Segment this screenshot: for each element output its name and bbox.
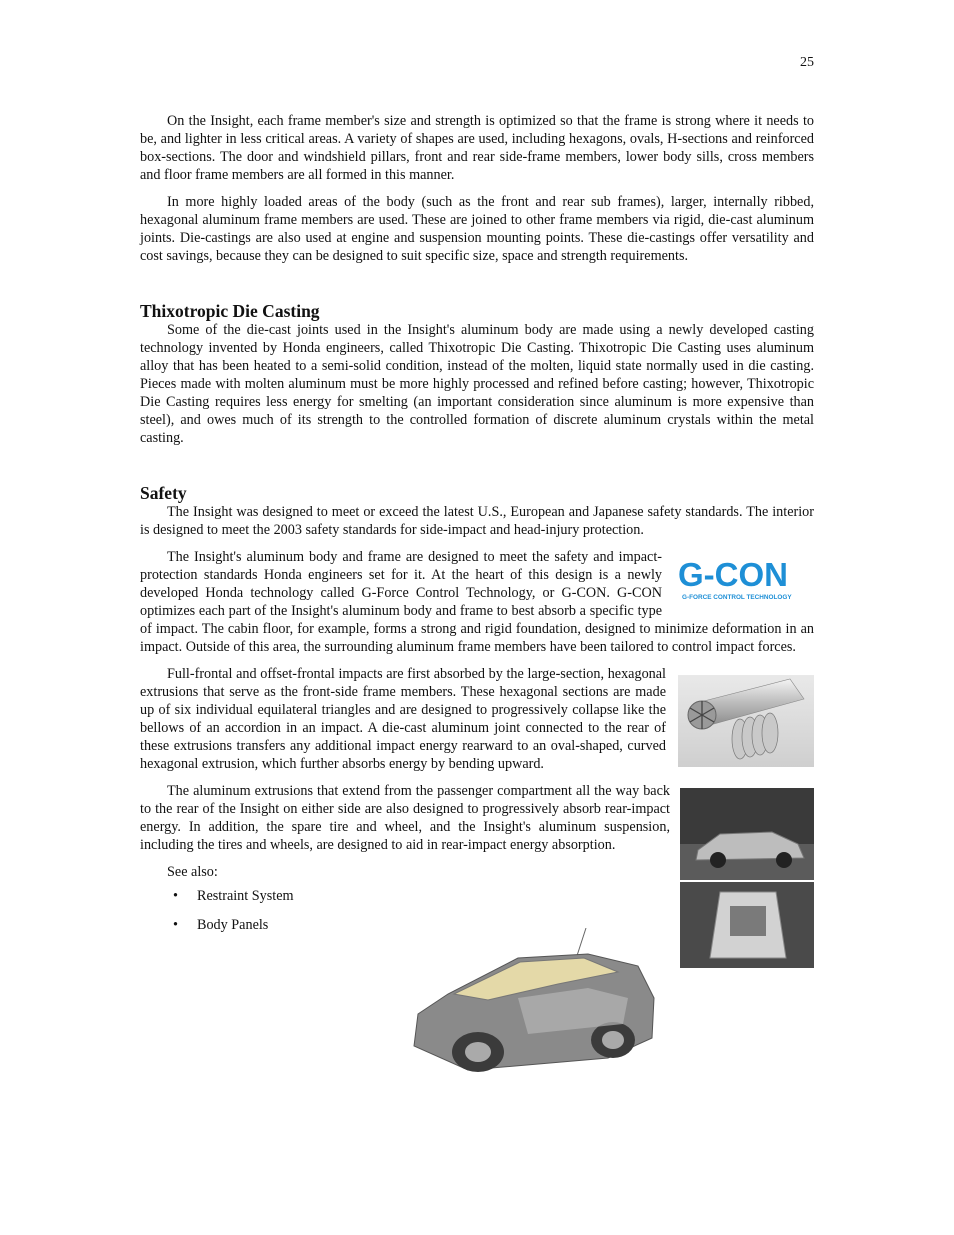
intro-paragraph-2: In more highly loaded areas of the body (such as the front and rear sub frames), larger, internally ribbed, hexagonal aluminum frame members are used. These are joined to other frame members via rigid, die-cast aluminum joints. Die-castings are also used at engine and suspension mounting points. These die-castings offer versatility and cost savings, because they can be designed to suit specific size, space and strength requirements. — [140, 194, 814, 264]
document-body — [140, 112, 814, 968]
crash-test-images — [680, 788, 814, 968]
safety-paragraph-2: The Insight's aluminum body and frame are designed to meet the safety and impact-protection standards Honda engineers set for it. At the heart of this design is a newly developed Honda technology called G-Force Control Technology, or G-CON. G-CON optimizes each part of the Insight's aluminum body and frame to best absorb a specific type of impact. The cabin floor, for example, forms a strong and rigid foundation, designed to minimize deformation in an impact. Outside of this area, the surrounding aluminum frame members have been tailored to control impact forces. — [140, 549, 814, 655]
safety-paragraph-3: Full-frontal and offset-frontal impacts are first absorbed by the large-section, hexagonal extrusions that serve as the front-side frame members. These hexagonal sections are made up of six individual equilateral triangles and are designed to progressively collapse like the bellows of an accordion in an impact. A die-cast aluminum joint connected to the rear of these extrusions transfers any additional impact energy rearward to an oval-shaped, curved hexagonal extrusion, which further absorbs energy by bending upward. — [140, 666, 666, 772]
link-restraint-system[interactable]: • Restraint System — [197, 887, 814, 905]
safety-heading: Safety — [140, 483, 187, 503]
link-body-panels[interactable]: • Body Panels — [197, 916, 814, 934]
hexagonal-extrusion-image — [678, 675, 814, 767]
thixotropic-heading: Thixotropic Die Casting — [140, 301, 320, 321]
gcon-tagline: G-FORCE CONTROL TECHNOLOGY — [682, 594, 792, 601]
gcon-logo — [674, 556, 814, 606]
thixotropic-paragraph: Some of the die-cast joints used in the Insight's aluminum body are made using a newly developed casting technology invented by Honda engineers, called Thixotropic Die Casting. Thixotropic Die Casting uses aluminum alloy that has been heated to a semi-solid condition, instead of the molten, liquid state normally used in die casting. Pieces made with molten aluminum must be more highly processed and refined before casting; however, Thixotropic Die Casting requires less energy for smelting (an important consideration since aluminum is more expensive than steel), and owes much of its strength to the controlled formation of discrete aluminum crystals within the metal casting. — [140, 322, 814, 446]
safety-paragraph-4: The aluminum extrusions that extend from the passenger compartment all the way back to the rear of the Insight on either side are also designed to progressively absorb rear-impact energy. In addition, the spare tire and wheel, and the Insight's aluminum suspension, including the tires and wheels, are designed to aid in rear-impact energy absorption. — [140, 783, 670, 853]
safety-paragraph-1: The Insight was designed to meet or exceed the latest U.S., European and Japanese safety standards. The interior is designed to meet the 2003 safety standards for side-impact and head-injury protection. — [140, 504, 814, 538]
page-number: 25 — [800, 55, 814, 70]
see-also-label: See also: — [167, 864, 218, 880]
car-cutaway-image — [408, 928, 658, 1078]
gcon-wordmark: G-CON — [678, 556, 788, 593]
intro-paragraph-1: On the Insight, each frame member's size and strength is optimized so that the frame is strong where it needs to be, and lighter in less critical areas. A variety of shapes are used, including hexagons, ovals, H-sections and reinforced box-sections. The door and windshield pillars, front and rear side-frame members, lower body sills, cross members and floor frame members are all formed in this manner. — [140, 113, 814, 183]
